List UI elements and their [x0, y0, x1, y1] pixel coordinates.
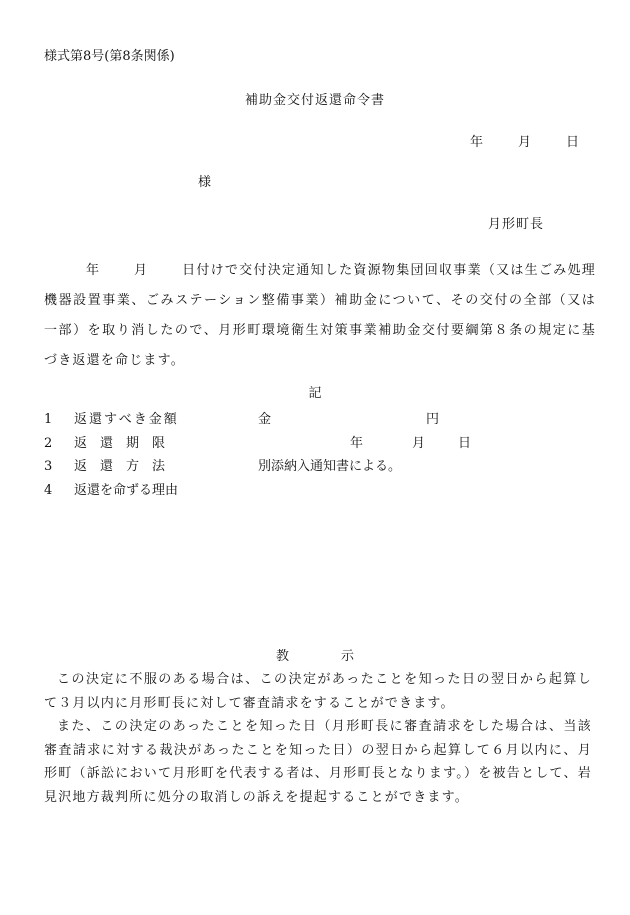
form-number: 様式第8号(第8条関係) [44, 49, 175, 64]
ki-heading: 記 [308, 386, 322, 401]
method-value: 別添納入通知書による。 [258, 459, 402, 474]
item-label: 返還を命ずる理由 [74, 483, 179, 498]
issue-date-year: 年 [470, 135, 484, 150]
item-number: 1 [44, 412, 53, 427]
item-number: 3 [44, 459, 53, 474]
deadline-month: 月 [412, 436, 426, 451]
notice-paragraph: また、この決定のあったことを知った日（月形町長に審査請求をした場合は、当該審査請求に対する裁決があったことを知った日）の翌日から起算して６月以内に、月形町（訴訟において月形町を代表する者は、月形町長となります。）を被告として、岩見沢地方裁判所に処分の取消しの訴えを提起することができます。 [44, 719, 592, 805]
addressee-suffix: 様 [198, 175, 212, 190]
issue-date-day: 日 [566, 135, 580, 150]
body-year: 年 [86, 263, 101, 278]
body-month: 月 [134, 263, 149, 278]
notice-heading [0, 648, 630, 666]
item-number: 4 [44, 483, 53, 498]
amount-unit: 円 [426, 412, 440, 427]
issue-date [470, 134, 579, 152]
item-label: 返 還 方 法 [74, 459, 166, 474]
issue-date-month: 月 [518, 135, 532, 150]
notice-heading-char: 示 [341, 649, 355, 664]
item-label: 返 還 期 限 [74, 436, 166, 451]
body-text: 日付けで交付決定通知した資源物集団回収事業（又は生ごみ処理機器設置事業、ごみステーション整備事業）補助金について、その交付の全部（又は一部）を取り消したので、月形町環境衛生対策事業補助金交付要綱第８条の規定に基づき返還を命じます。 [44, 263, 596, 368]
notice-body [44, 668, 592, 809]
document-title: 補助金交付返還命令書 [244, 93, 385, 108]
notice-heading-char: 教 [275, 649, 289, 664]
item-label: 返還すべき金額 [74, 412, 179, 427]
notice-paragraph: この決定に不服のある場合は、この決定があったことを知った日の翌日から起算して３月以内に月形町長に対して審査請求をすることができます。 [44, 672, 592, 711]
deadline-year: 年 [350, 436, 364, 451]
item-number: 2 [44, 436, 53, 451]
amount-prefix: 金 [258, 412, 272, 427]
deadline-day: 日 [458, 436, 472, 451]
issuer-name: 月形町長 [488, 217, 545, 232]
order-body [44, 256, 596, 376]
